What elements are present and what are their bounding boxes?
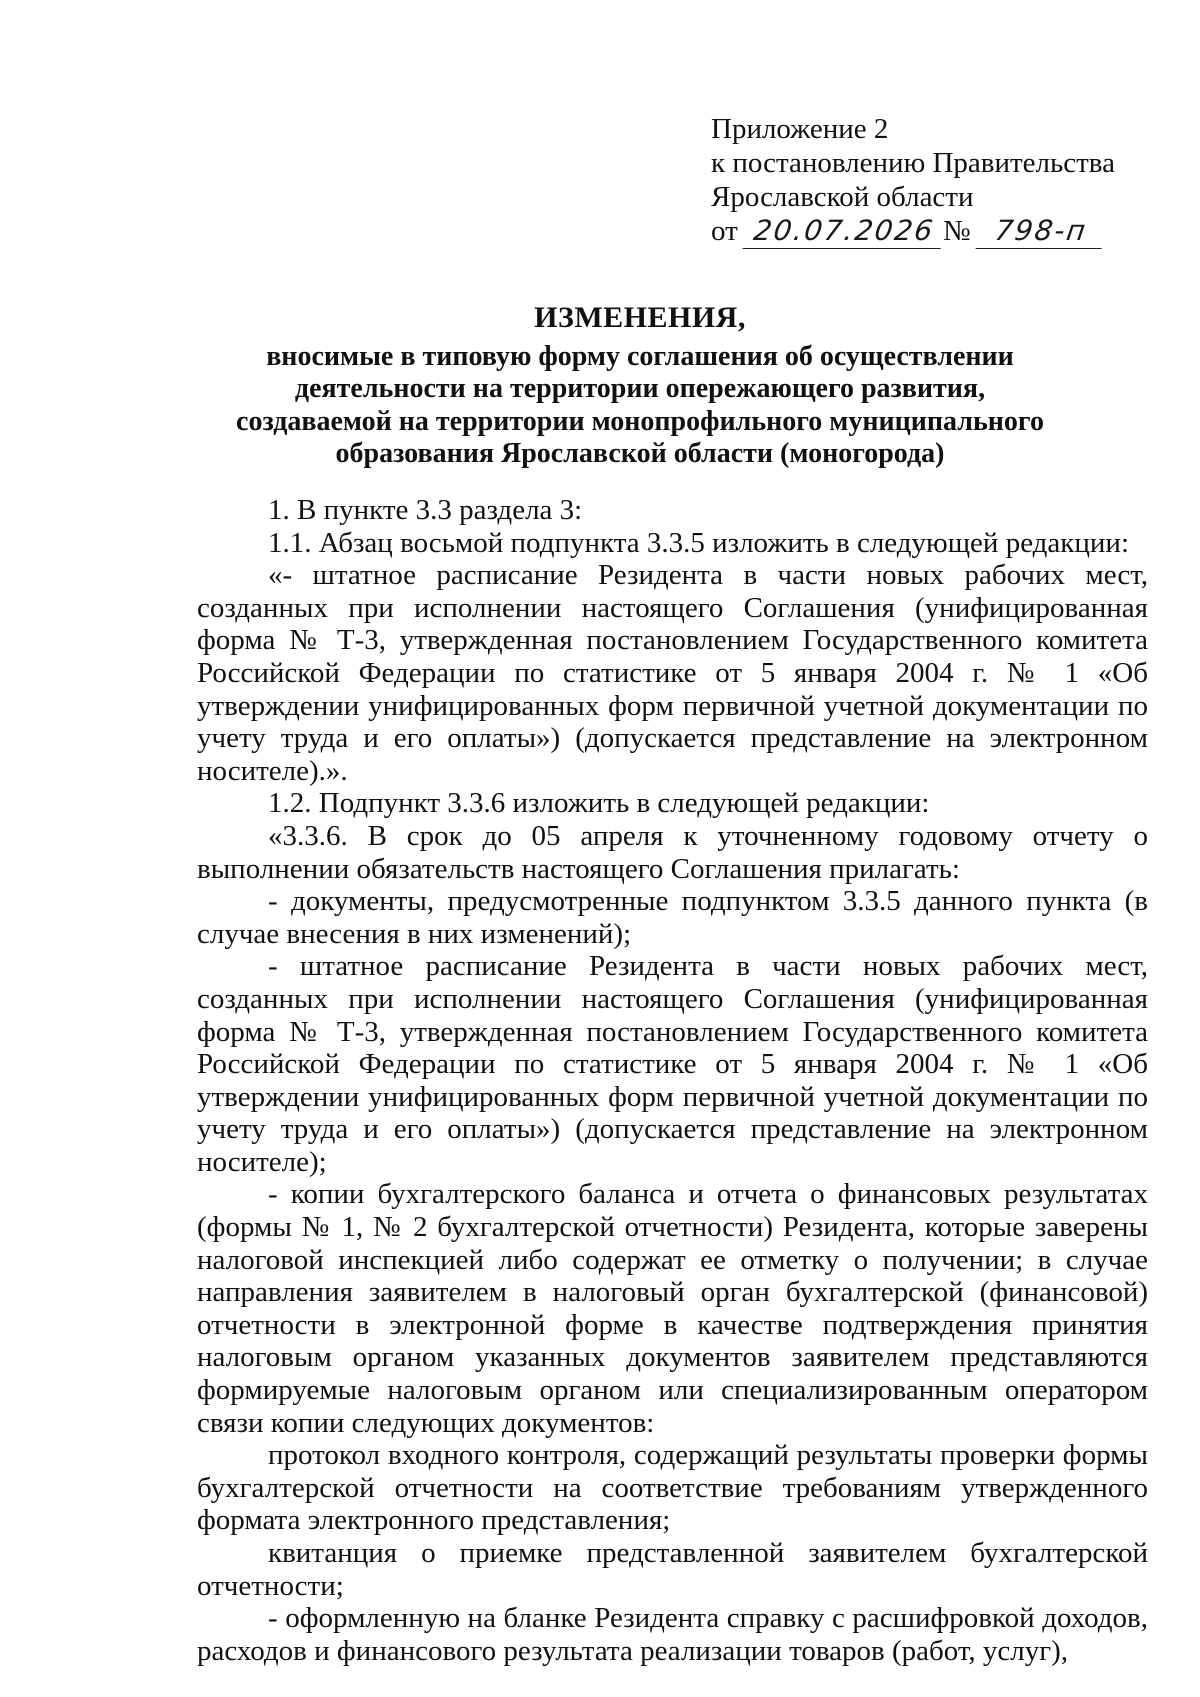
handwritten-date: 20.07.2026 — [743, 214, 946, 249]
paragraph-quote-staff-schedule: «- штатное расписание Резидента в части новых рабочих мест, созданных при исполнении настоящего Соглашения (унифицированная форма № Т-3, утвержденная постановлением Государственного комитета Российской Федерации по статистике от 5 января 2004 г. № 1 «Об утверждении унифицированных форм первичной учетной документации по учету труда и его оплаты») (допускается представление на электронном носителе).». — [197, 559, 1148, 787]
paragraph-income-statement: - оформленную на бланке Резидента справку с расшифровкой доходов, расходов и финансового результата реализации товаров (работ, услуг), — [197, 1602, 1148, 1667]
paragraph-documents: - документы, предусмотренные подпунктом 3.3.5 данного пункта (в случае внесения в них изменений); — [197, 885, 1148, 950]
document-title — [190, 302, 1090, 471]
paragraph-staff-schedule: - штатное расписание Резидента в части новых рабочих мест, созданных при исполнении настоящего Соглашения (унифицированная форма № Т-3, утвержденная постановлением Государственного комитета Российской Федерации по статистике от 5 января 2004 г. № 1 «Об утверждении унифицированных форм первичной учетной документации по учету труда и его оплаты») (допускается представление на электронном носителе); — [197, 950, 1148, 1178]
appendix-decree-ref: к постановлению Правительства — [711, 147, 1115, 179]
number-label: № — [943, 215, 971, 247]
paragraph-input-control-protocol: протокол входного контроля, содержащий результаты проверки формы бухгалтерской отчетности на соответствие требованиям утвержденного формата электронного представления; — [197, 1439, 1148, 1537]
appendix-region: Ярославской области — [711, 181, 974, 213]
paragraph-1: 1. В пункте 3.3 раздела 3: — [268, 494, 583, 526]
appendix-number: Приложение 2 — [711, 113, 889, 145]
handwritten-number: 798-п — [976, 214, 1107, 249]
appendix-block — [711, 112, 1151, 254]
document-body — [197, 494, 1148, 1667]
title-sub-3: создаваемой на территории монопрофильного муниципального — [236, 405, 1044, 437]
paragraph-receipt: квитанция о приемке представленной заявителем бухгалтерской отчетности; — [197, 1537, 1148, 1602]
paragraph-3-3-6: «3.3.6. В срок до 05 апреля к уточненному годовому отчету о выполнении обязательств настоящего Соглашения прилагать: — [197, 819, 1148, 885]
paragraph-1-1: 1.1. Абзац восьмой подпункта 3.3.5 изложить в следующей редакции: — [268, 526, 1130, 559]
from-label: от — [711, 215, 738, 247]
paragraph-balance-copies: - копии бухгалтерского баланса и отчета о финансовых результатах (формы № 1, № 2 бухгалтерской отчетности) Резидента, которые заверены налоговой инспекцией либо содержат ее отметку о получении; в случае направления заявителем в налоговый орган бухгалтерской (финансовой) отчетности в электронной форме в качестве подтверждения принятия налоговым органом указанных документов заявителем представляются формируемые налоговым органом или специализированным оператором связи копии следующих документов: — [197, 1178, 1148, 1439]
title-sub-2: деятельности на территории опережающего развития, — [294, 373, 986, 404]
title-sub-1: вносимые в типовую форму соглашения об осуществлении — [266, 340, 1014, 372]
title-main: ИЗМЕНЕНИЯ, — [534, 301, 746, 334]
appendix-date-number-row — [711, 214, 1151, 254]
paragraph-1-2: 1.2. Подпункт 3.3.6 изложить в следующей редакции: — [268, 787, 930, 820]
title-sub-4: образования Ярославской области (моногорода) — [335, 438, 945, 469]
